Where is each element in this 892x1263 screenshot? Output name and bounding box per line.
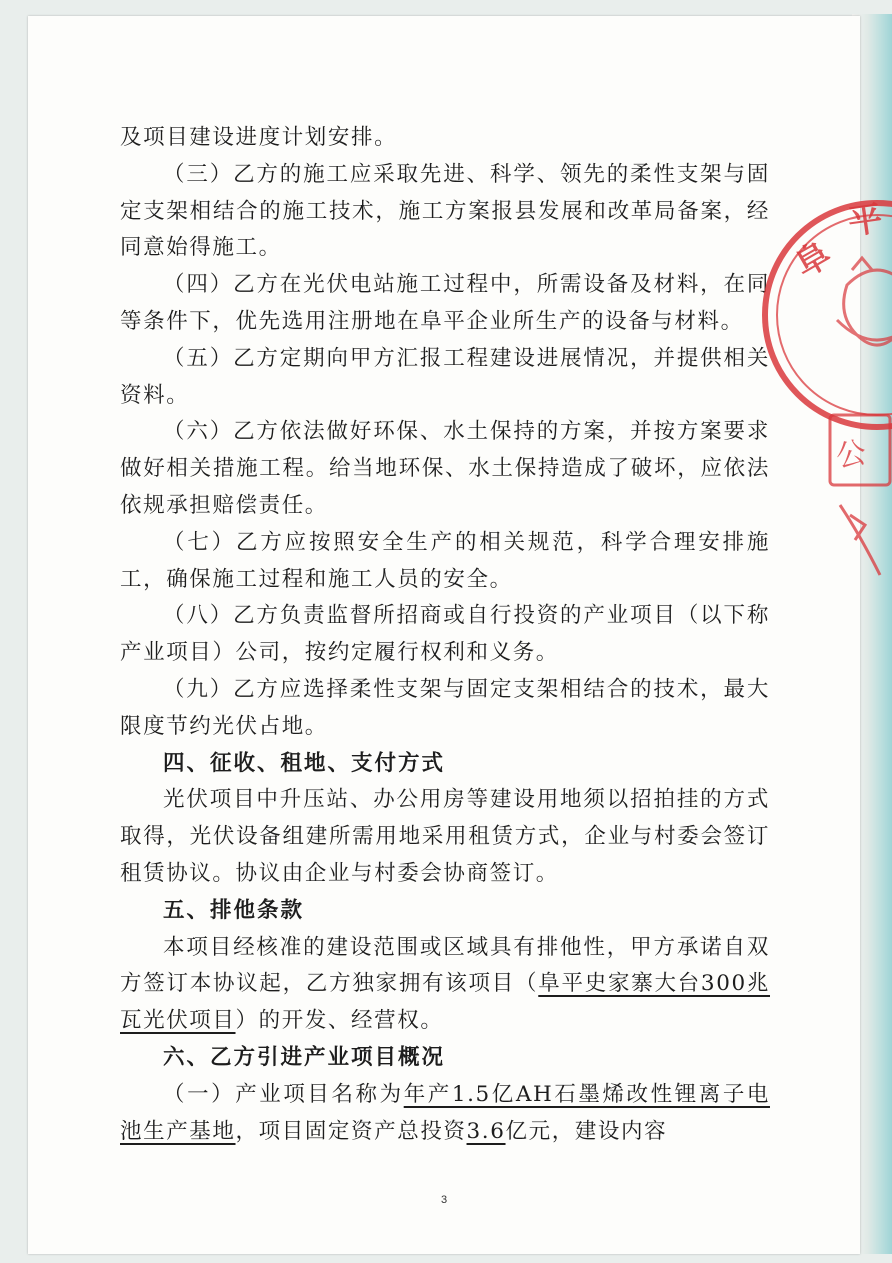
section-6-item-1 xyxy=(120,1077,770,1151)
seal-char-ping: 平 xyxy=(845,198,885,243)
clause-4: （四）乙方在光伏电站施工过程中，所需设备及材料，在同等条件下，优先选用注册地在阜平企业所生产的设备与材料。 xyxy=(120,272,770,334)
project-name-underlined: 阜平史家寨大台300兆瓦光伏项目 xyxy=(120,971,770,1034)
seal-char-fu: 阜 xyxy=(788,234,838,286)
section-4-body: 光伏项目中升压站、办公用房等建设用地须以招拍挂的方式取得，光伏设备组建所需用地采用租赁方式，企业与村委会签订租赁协议。协议由企业与村委会协商签订。 xyxy=(120,787,770,886)
paragraph-continuation: 及项目建设进度计划安排。 xyxy=(120,125,398,150)
section-5-body xyxy=(120,930,770,1040)
clause-8: （八）乙方负责监督所招商或自行投资的产业项目（以下称产业项目）公司，按约定履行权利和义务。 xyxy=(120,603,770,666)
item-1-suffix: 亿元，建设内容 xyxy=(505,1118,668,1144)
clause-9: （九）乙方应选择柔性支架与固定支架相结合的技术，最大限度节约光伏占地。 xyxy=(120,676,770,739)
item-1-middle: ，项目固定资产总投资 xyxy=(235,1118,467,1144)
clause-6: （六）乙方依法做好环保、水土保持的方案，并按方案要求做好相关措施工程。给当地环保、水土保持造成了破坏，应依法依规承担赔偿责任。 xyxy=(120,419,770,518)
clause-5: （五）乙方定期向甲方汇报工程建设进展情况，并提供相关资料。 xyxy=(120,345,770,408)
section-4-heading: 四、征收、租地、支付方式 xyxy=(163,750,446,776)
seal-char-gong: 公 xyxy=(833,435,869,475)
document-body xyxy=(120,120,770,1150)
clause-3: （三）乙方的施工应采取先进、科学、领先的柔性支架与固定支架相结合的施工技术，施工方案报县发展和改革局备案，经同意始得施工。 xyxy=(120,161,770,261)
item-1-prefix: （一）产业项目名称为 xyxy=(163,1081,404,1107)
page-number: 3 xyxy=(440,1194,448,1206)
industry-project-name-underlined: 年产1.5亿AH石墨烯改性锂离子电池生产基地 xyxy=(120,1081,770,1144)
section-5-heading: 五、排他条款 xyxy=(163,897,305,923)
section-5-text-after: ）的开发、经营权。 xyxy=(235,1008,444,1034)
document-page xyxy=(28,16,860,1254)
investment-amount-underlined: 3.6 xyxy=(466,1118,506,1144)
section-6-heading: 六、乙方引进产业项目概况 xyxy=(163,1044,446,1070)
section-5-text-before: 本项目经核准的建设范围或区域具有排他性，甲方承诺自双方签订本协议起，乙方独家拥有该项目（ xyxy=(120,934,770,997)
clause-7: （七）乙方应按照安全生产的相关规范，科学合理安排施工，确保施工过程和施工人员的安全。 xyxy=(120,529,770,592)
